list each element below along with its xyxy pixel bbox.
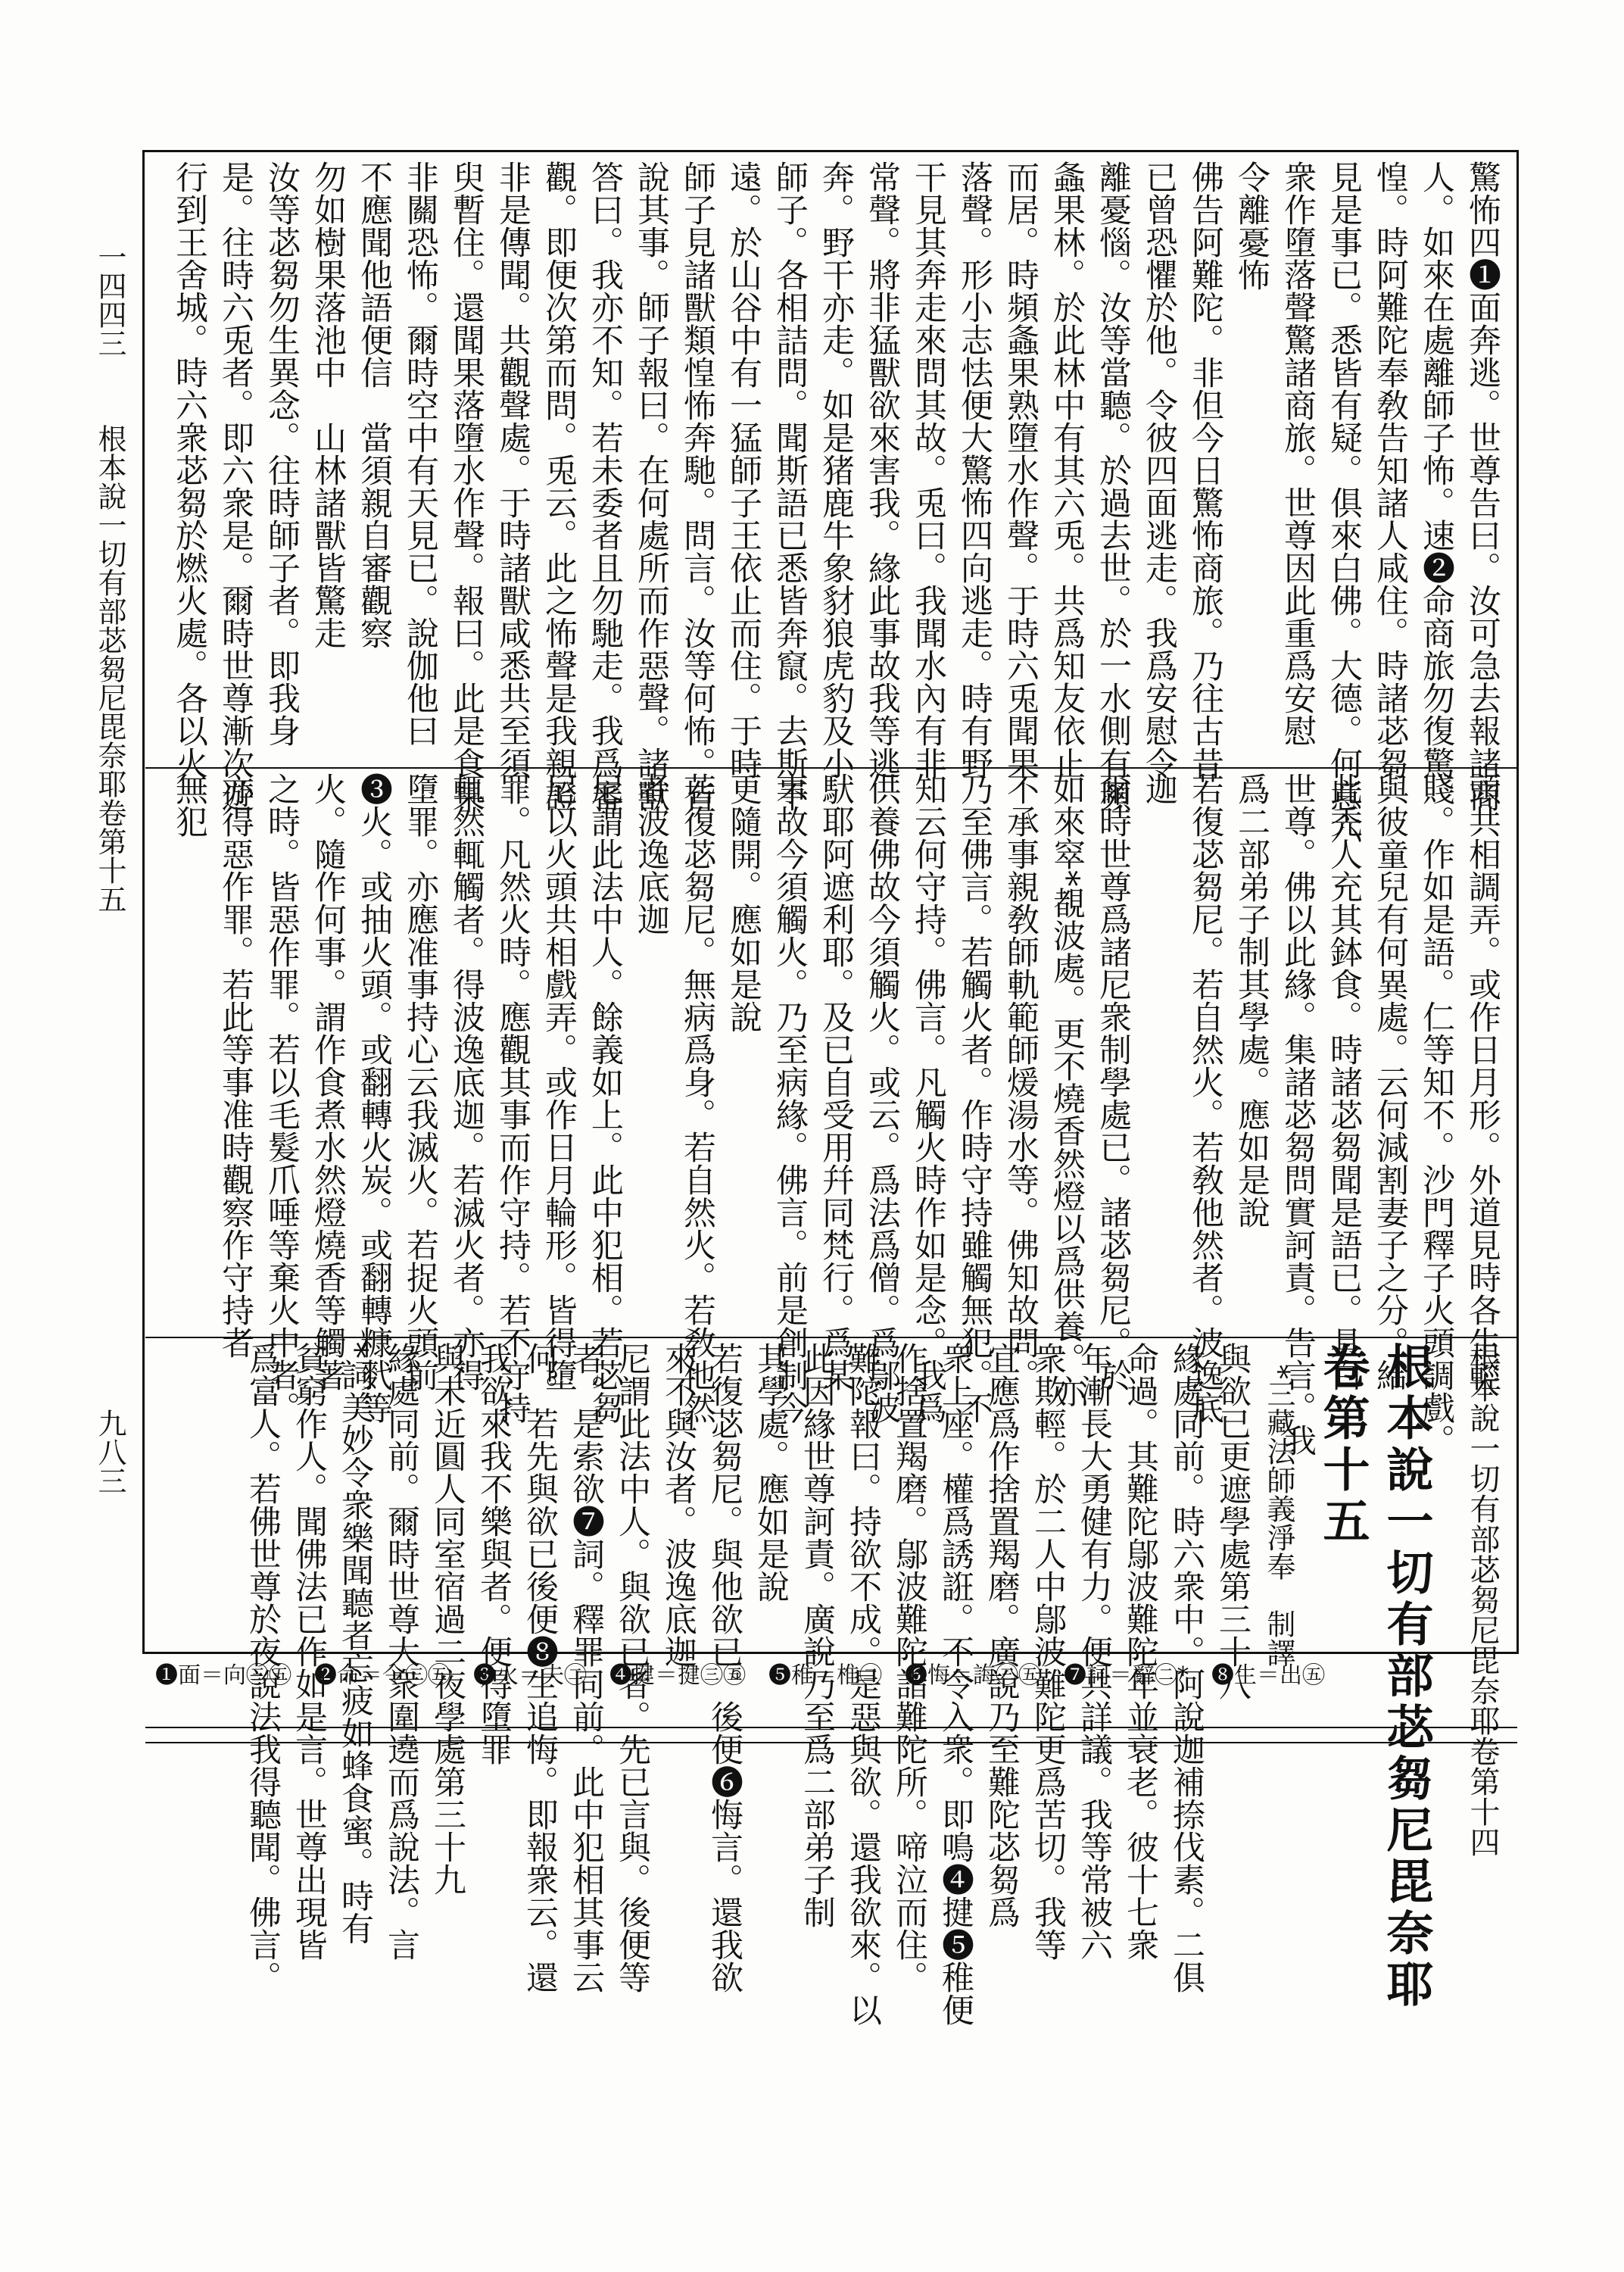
register-bottom-line: 作捨置羯磨。鄔波難陀詣難陀所。啼泣而住。 [890, 1342, 928, 1993]
register-bottom-line: 緣處同前。爾時世尊大衆圍遶而爲說法。言 [382, 1342, 420, 1961]
register-bottom-line: 何。若先與欲已後便❽生追悔。即報衆云。還 [521, 1342, 559, 1993]
register-middle-line: 䭾耶阿遮利耶。及已自受用幷同梵行。爲某 [817, 772, 855, 1391]
register-top-line: 是。往時六兎者。即六衆是。爾時世尊漸次遊 [217, 161, 254, 812]
register-bottom-line: 宜應爲作捨置羯磨。廣說乃至難陀苾芻爲 [983, 1342, 1021, 1928]
register-top-line: 非是傳聞。共觀聲處。于時諸獸咸悉共至須 [494, 161, 531, 779]
register-top-line: 汝等苾芻勿生異念。往時師子者。即我身 [263, 161, 301, 747]
register-middle-line: 之時。皆惡作罪。若以毛髮爪唾等棄火中者。 [263, 772, 301, 1424]
register-middle-line: 頭共相調弄。或作日月形。外道見時各生輕 [1463, 772, 1501, 1391]
register-top-line: 勿如樹果落池中 山林諸獸皆驚走 [309, 161, 347, 649]
translator-credit: *三藏法師義淨奉 制譯 [1262, 1365, 1295, 1667]
register-top-line: 遠。於山谷中有一猛師子王依止而住。于時 [725, 161, 762, 779]
register-top-line: 答曰。我亦不知。若未委者且勿馳走。我爲審 [586, 161, 624, 812]
register-bottom-line: 衆上座。權爲誘誑。不令入衆。即鳴❹揵❺稚便 [937, 1342, 974, 2026]
register-middle-line: 罪。凡然火時。應觀其事而作守持。若不守持 [494, 772, 531, 1424]
register-bottom-line: 尼謂此法中人。與欲已者。先已言與。後便等 [613, 1342, 651, 1993]
register-bottom-line: 者。是索欲❼詞。釋罪同前。此中犯相其事云 [567, 1342, 605, 1993]
register-bottom-line: 年漸長大勇健有力。便共詳議。我等常被六 [1075, 1342, 1113, 1961]
register-bottom-line: *詞美妙令衆樂聞聽者忘疲如蜂食蜜。時有 [336, 1342, 374, 1945]
register-middle-line: 賤。作如是語。仁等知不。沙門釋子火頭調戲。 [1417, 772, 1455, 1456]
register-middle-line: 不承事親敎師軌範師煖湯水等。佛知故問。 [1002, 772, 1040, 1391]
register-top-line: 不應聞他語便信 當須親自審觀察 [355, 161, 393, 649]
register-bottom-line: 貧窮作人。聞佛法已作如是言。世尊出現皆 [290, 1342, 328, 1961]
register-top-line: 觀。即便次第而問。兎云。此之怖聲是我親證 [540, 161, 578, 812]
footnotes: ❶面＝向㊂㊄ ❷命＝令㊂㊄ ❸火＝夫㊁ ❹揵＝揵㊂㊄ ❺稚＝椎㊁ ❻悔＝誨㊂㊄ ❼詞＝辭㊁* ❽生＝出㊄ [155, 1662, 1325, 1689]
register-middle-line: 此禿人充其鉢食。時諸苾芻聞是語已。具白 [1325, 772, 1363, 1391]
register-top-line: 行到王舍城。時六衆苾芻於燃火處。各以火 [170, 161, 208, 779]
register-middle-line: 若復苾芻尼。若自然火。若敎他然者。波逸底 [1186, 772, 1224, 1424]
register-middle-line: 乃至佛言。若觸火者。作時守持雖觸無犯。不 [955, 772, 993, 1424]
register-top-line: 奔。野干亦走。如是猪鹿牛象豺狼虎豹及小 [817, 161, 855, 779]
register-middle-line: 迦 [1140, 772, 1178, 805]
register-middle-line: 若復苾芻尼。無病爲身。若自然火。若敎他然 [678, 772, 716, 1424]
bottom-rule-1 [145, 1727, 1517, 1728]
volume-heading: 卷第十五 [1315, 1342, 1370, 1548]
register-bottom-line: 與欲已更遮學處第三十八 [1214, 1342, 1252, 1700]
register-middle-line: 尼謂此法中人。餘義如上。此中犯相。若苾芻 [586, 772, 624, 1424]
bottom-rule-2 [145, 1742, 1517, 1743]
register-bottom-line: 命過。其難陀鄔波難陀年並衰老。彼十七衆 [1121, 1342, 1159, 1961]
register-middle-line: 亦得惡作罪。若此等事准時觀察作守持者 [217, 772, 254, 1359]
register-top-line: 衆作墮落聲驚諸商旅。世尊因此重爲安慰 [1279, 161, 1317, 747]
register-middle-line: 供養佛故今須觸火。或云。爲法爲僧。爲鄔波 [863, 772, 901, 1424]
register-middle-line: 世尊。佛以此緣。集諸苾芻問實訶責。告言。我 [1279, 772, 1317, 1456]
register-bottom-line: 衆欺輕。於二人中鄔波難陀更爲苦切。我等 [1029, 1342, 1067, 1961]
register-middle-line: 知云何守持。佛言。凡觸火時作如是念。我爲 [909, 772, 947, 1424]
register-top-line: 落聲。形小志怯便大驚怖四向逃走。時有野 [955, 161, 993, 779]
register-top-line: 師子。各相詰問。聞斯語已悉皆奔竄。去斯不 [771, 161, 809, 812]
register-top-line: 干見其奔走來問其故。兎曰。我聞水內有非 [909, 161, 947, 779]
register-middle-line: ❸火。或抽火頭。或翻轉火炭。或翻轉糠䴬等 [355, 772, 393, 1424]
register-top-line: 臾暫住。還聞果落墮水作聲。報曰。此是食果 [447, 161, 485, 812]
register-middle-line: 墮罪。亦應准事持心云我滅火。若捉火頭前 [401, 772, 439, 1391]
register-middle-line: 與彼童兒有何異處。云何減割妻子之分。給 [1371, 772, 1409, 1391]
register-bottom-line: 其學處。應如是說 [752, 1342, 790, 1603]
volume-heading: 根本說一切有部苾芻尼毘奈耶 [1379, 1342, 1434, 2011]
register-top-line: 惶。時阿難陀奉敎告知諸人咸住。時諸苾芻 [1371, 161, 1409, 779]
register-middle-line: 爲二部弟子制其學處。應如是說 [1233, 772, 1270, 1228]
register-top-line: 已曾恐懼於他。令彼四面逃走。我爲安慰令 [1140, 161, 1178, 779]
register-top-line: 常聲。將非猛獸欲來害我。緣此事故我等逃 [863, 161, 901, 779]
register-bottom-line: 難陀報曰。持欲不成。是惡與欲。還我欲來。以 [844, 1342, 882, 2026]
register-top-line: 而居。時頻螽果熟墮水作聲。于時六兎聞果 [1002, 161, 1040, 779]
register-middle-line: 事故今須觸火。乃至病緣。佛言。前是創制今 [771, 772, 809, 1424]
register-middle-line: 尼以火頭共相戲弄。或作日月輪形。皆得墮 [540, 772, 578, 1391]
register-top-line: 螽果林。於此林中有其六兎。共爲知友依止 [1048, 161, 1086, 779]
register-top-line: 見是事已。悉皆有疑。俱來白佛。大德。何意六 [1325, 161, 1363, 844]
register-top-line: 說其事。師子報曰。在何處所而作惡聲。諸獸 [632, 161, 670, 812]
register-bottom-line: 爲富人。若佛世尊於夜說法我得聽聞。佛言。 [244, 1342, 282, 1993]
register-top-line: 師子見諸獸類惶怖奔馳。問言。汝等何怖。皆 [678, 161, 716, 812]
register-bottom-line: 若復苾芻尼。與他欲已。後便❻悔言。還我欲 [706, 1342, 743, 1993]
register-middle-line: 無犯 [170, 772, 208, 838]
register-bottom-line: 此因緣世尊訶責。廣說乃至爲二部弟子制 [798, 1342, 836, 1928]
register-bottom-line: 我欲來我不樂與者。便得墮罪 [475, 1342, 513, 1765]
register-bottom-line: 緣處同前。時六衆中。阿說迦補捺伐素。二俱 [1167, 1342, 1205, 1993]
register-middle-line: 輒然輒觸者。得波逸底迦。若滅火者。亦得 [447, 772, 485, 1391]
register-top-line: 離憂惱。汝等當聽。於過去世。於一水側有頻 [1094, 161, 1132, 812]
register-middle-line: 爾時世尊爲諸尼衆制學處已。諸苾芻尼。於 [1094, 772, 1132, 1391]
page-number: 一四四三 [93, 242, 126, 357]
register-top-line: 令離憂怖 [1233, 161, 1270, 291]
register-middle-line: 者波逸底迦 [632, 772, 670, 935]
register-top-line: 非關恐怖。爾時空中有天見已。說伽他曰 [401, 161, 439, 747]
volume-end-title: 根本說一切有部苾芻尼毘奈耶卷第十四 [1465, 1342, 1500, 1857]
register-bottom-line: 來不與汝者。波逸底迦 [659, 1342, 697, 1668]
register-top-line: 佛告阿難陀。非但今日驚怖商旅。乃往古昔 [1186, 161, 1224, 779]
register-bottom-line: 與未近圓人同室宿過二夜學處第三十九 [429, 1342, 466, 1896]
running-title: 根本說一切有部苾芻尼毘奈耶卷第十五 [93, 424, 126, 913]
register-middle-line: 火。隨作何事。謂作食煮水然燈燒香等觸著 [309, 772, 347, 1391]
register-top-line: 人。如來在處離師子怖。速❷命商旅勿復驚 [1417, 161, 1455, 779]
far-page-number: 九八三 [93, 1409, 126, 1495]
register-middle-line: 更隨開。應如是說 [725, 772, 762, 1033]
register-top-line: 驚怖四❶面奔逃。世尊告曰。汝可急去報諸商 [1463, 161, 1501, 812]
register-middle-line: 如來窣*覩波處。更不燒香然燈以爲供養。亦 [1048, 772, 1086, 1408]
